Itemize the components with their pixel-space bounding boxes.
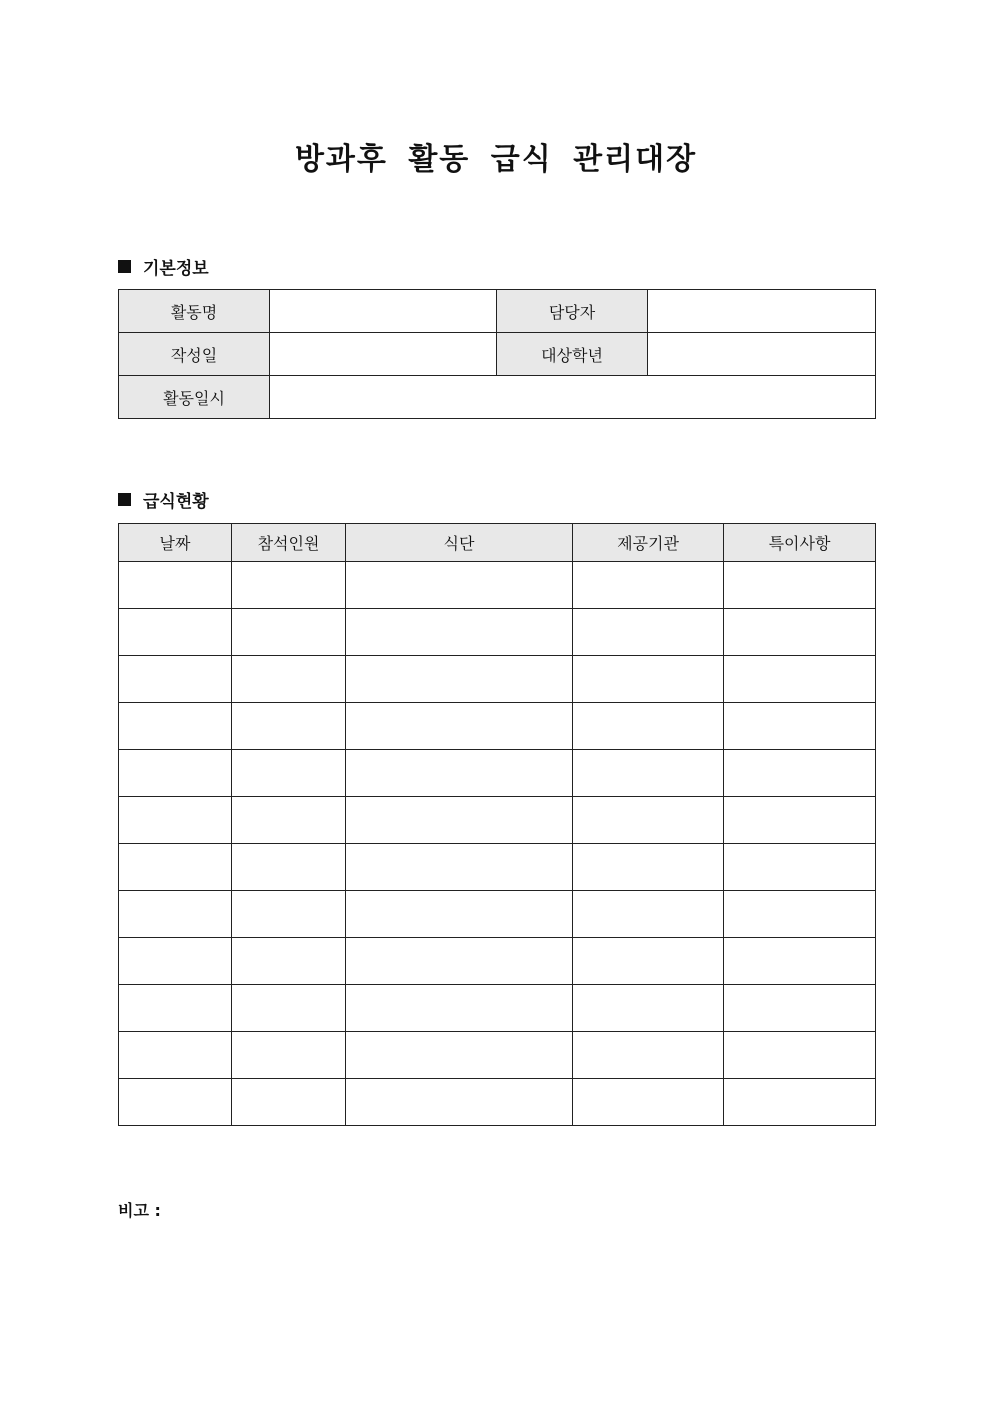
column-header-date: 날짜 <box>119 524 232 562</box>
column-header-menu: 식단 <box>346 524 573 562</box>
table-row <box>119 656 876 703</box>
menu-cell[interactable] <box>346 562 573 609</box>
notes-cell[interactable] <box>724 844 876 891</box>
attendance-cell[interactable] <box>232 703 346 750</box>
provider-cell[interactable] <box>573 562 724 609</box>
date-cell[interactable] <box>119 609 232 656</box>
notes-cell[interactable] <box>724 797 876 844</box>
table-row <box>119 609 876 656</box>
notes-cell[interactable] <box>724 562 876 609</box>
table-row <box>119 1032 876 1079</box>
attendance-cell[interactable] <box>232 656 346 703</box>
table-row <box>119 703 876 750</box>
date-cell[interactable] <box>119 562 232 609</box>
table-row <box>119 290 876 333</box>
attendance-cell[interactable] <box>232 1079 346 1126</box>
table-row <box>119 750 876 797</box>
date-cell[interactable] <box>119 703 232 750</box>
menu-cell[interactable] <box>346 750 573 797</box>
table-row <box>119 1079 876 1126</box>
table-row <box>119 891 876 938</box>
provider-cell[interactable] <box>573 891 724 938</box>
activity-datetime-field[interactable] <box>270 376 876 419</box>
menu-cell[interactable] <box>346 656 573 703</box>
attendance-cell[interactable] <box>232 985 346 1032</box>
menu-cell[interactable] <box>346 1079 573 1126</box>
page-title: 방과후 활동 급식 관리대장 <box>294 142 698 177</box>
attendance-cell[interactable] <box>232 1032 346 1079</box>
column-header-provider: 제공기관 <box>573 524 724 562</box>
date-cell[interactable] <box>119 938 232 985</box>
written-date-label: 작성일 <box>119 333 270 376</box>
provider-cell[interactable] <box>573 985 724 1032</box>
notes-cell[interactable] <box>724 891 876 938</box>
date-cell[interactable] <box>119 656 232 703</box>
provider-cell[interactable] <box>573 656 724 703</box>
notes-cell[interactable] <box>724 750 876 797</box>
attendance-cell[interactable] <box>232 609 346 656</box>
notes-cell[interactable] <box>724 938 876 985</box>
meal-status-heading <box>118 487 209 512</box>
manager-label: 담당자 <box>497 290 648 333</box>
column-header-attendance: 참석인원 <box>232 524 346 562</box>
attendance-cell[interactable] <box>232 938 346 985</box>
manager-field[interactable] <box>648 290 876 333</box>
notes-cell[interactable] <box>724 656 876 703</box>
menu-cell[interactable] <box>346 938 573 985</box>
square-bullet-icon <box>118 493 131 506</box>
activity-name-field[interactable] <box>270 290 497 333</box>
notes-cell[interactable] <box>724 609 876 656</box>
table-header-row <box>119 524 876 562</box>
menu-cell[interactable] <box>346 844 573 891</box>
basic-info-table <box>118 289 876 419</box>
attendance-cell[interactable] <box>232 562 346 609</box>
basic-info-heading <box>118 254 209 279</box>
column-header-notes: 특이사항 <box>724 524 876 562</box>
activity-datetime-label: 활동일시 <box>119 376 270 419</box>
table-row <box>119 797 876 844</box>
notes-cell[interactable] <box>724 1079 876 1126</box>
provider-cell[interactable] <box>573 703 724 750</box>
target-grade-field[interactable] <box>648 333 876 376</box>
attendance-cell[interactable] <box>232 750 346 797</box>
provider-cell[interactable] <box>573 844 724 891</box>
date-cell[interactable] <box>119 750 232 797</box>
target-grade-label: 대상학년 <box>497 333 648 376</box>
table-row <box>119 938 876 985</box>
menu-cell[interactable] <box>346 1032 573 1079</box>
menu-cell[interactable] <box>346 891 573 938</box>
provider-cell[interactable] <box>573 750 724 797</box>
meal-table-body <box>119 562 876 1126</box>
date-cell[interactable] <box>119 985 232 1032</box>
date-cell[interactable] <box>119 1079 232 1126</box>
basic-info-heading-text: 기본정보 <box>143 259 209 279</box>
menu-cell[interactable] <box>346 609 573 656</box>
provider-cell[interactable] <box>573 1032 724 1079</box>
square-bullet-icon <box>118 260 131 273</box>
provider-cell[interactable] <box>573 938 724 985</box>
table-row <box>119 376 876 419</box>
provider-cell[interactable] <box>573 1079 724 1126</box>
activity-name-label: 활동명 <box>119 290 270 333</box>
attendance-cell[interactable] <box>232 797 346 844</box>
notes-cell[interactable] <box>724 985 876 1032</box>
table-row <box>119 562 876 609</box>
attendance-cell[interactable] <box>232 891 346 938</box>
table-row <box>119 844 876 891</box>
meal-status-table <box>118 523 876 1126</box>
table-row <box>119 333 876 376</box>
written-date-field[interactable] <box>270 333 497 376</box>
menu-cell[interactable] <box>346 797 573 844</box>
table-row <box>119 985 876 1032</box>
provider-cell[interactable] <box>573 797 724 844</box>
remarks-label: 비고 : <box>118 1201 161 1220</box>
date-cell[interactable] <box>119 797 232 844</box>
date-cell[interactable] <box>119 891 232 938</box>
date-cell[interactable] <box>119 1032 232 1079</box>
meal-status-heading-text: 급식현황 <box>143 492 209 512</box>
menu-cell[interactable] <box>346 985 573 1032</box>
provider-cell[interactable] <box>573 609 724 656</box>
notes-cell[interactable] <box>724 703 876 750</box>
menu-cell[interactable] <box>346 703 573 750</box>
attendance-cell[interactable] <box>232 844 346 891</box>
notes-cell[interactable] <box>724 1032 876 1079</box>
date-cell[interactable] <box>119 844 232 891</box>
